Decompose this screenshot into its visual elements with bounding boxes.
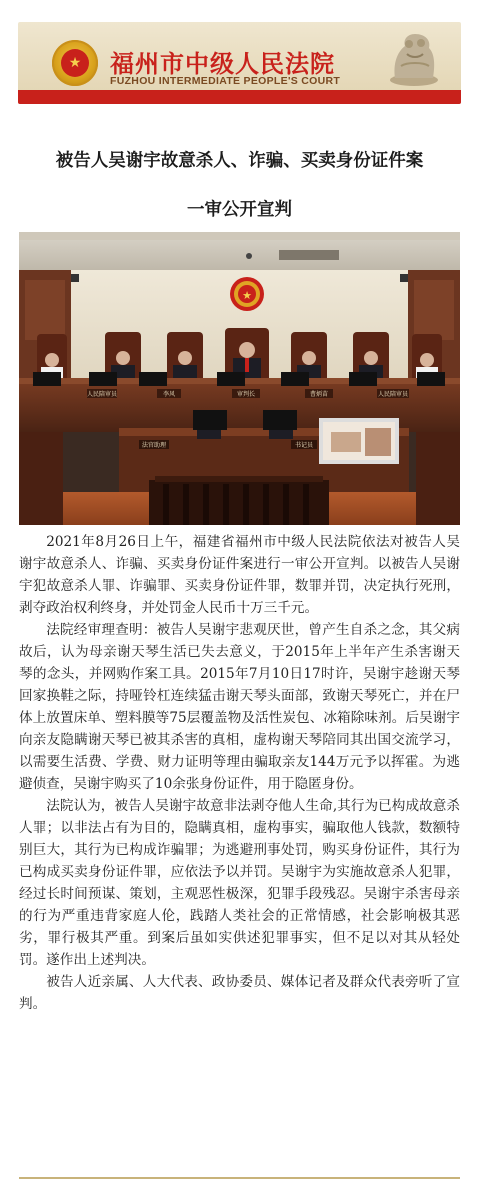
paragraph-attendance: 被告人近亲属、人大代表、政协委员、媒体记者及群众代表旁听了宣判。 <box>19 974 460 1012</box>
header-banner <box>18 22 461 104</box>
article-title-line1: 被告人吴谢宇故意杀人、诈骗、买卖身份证件案 <box>55 151 424 171</box>
stone-lion-icon <box>383 26 445 88</box>
nameplate-juror-right: 人民陪审员 <box>377 391 409 398</box>
bottom-rule <box>19 1177 460 1179</box>
article-body <box>19 531 460 1015</box>
nameplate-judge-right: 曹炳苗 <box>309 391 329 398</box>
court-name: 福州市中级人民法院 <box>110 50 335 78</box>
court-emblem-icon: ★ <box>52 40 98 86</box>
court-name-english: FUZHOU INTERMEDIATE PEOPLE'S COURT <box>110 75 341 87</box>
nameplate-presiding: 审判长 <box>236 391 256 398</box>
nameplate-juror-left: 人民陪审员 <box>86 391 118 398</box>
nameplate-assistant: 法官助理 <box>141 442 167 449</box>
courtroom-scene <box>19 232 460 525</box>
nameplate-clerk: 书记员 <box>294 442 314 449</box>
nameplate-judge-left: 李风 <box>162 391 176 398</box>
svg-text:★: ★ <box>242 289 252 302</box>
paragraph-verdict: 2021年8月26日上午，福建省福州市中级人民法院依法对被告人吴谢宇故意杀人、诈骗、买卖身份证件案进行一审公开宣判。以被告人吴谢宇犯故意杀人罪、诈骗罪、买卖身份证件罪，数罪并罚，决定执行死刑，剥夺政治权利终身，并处罚金人民币十万三千元。 <box>19 534 460 616</box>
paragraph-court-opinion: 法院认为，被告人吴谢宇故意非法剥夺他人生命,其行为已构成故意杀人罪；以非法占有为目的，隐瞒真相，虚构事实，骗取他人钱款，数额特别巨大，其行为已构成诈骗罪；为逃避刑事处罚，购买身份证件，其行为已构成买卖身份证件罪，应依法予以并罚。吴谢宇为实施故意杀人犯罪，经过长时间预谋、策划，主观恶性极深，犯罪手段残忍。吴谢宇杀害母亲的行为严重违背家庭人伦，践踏人类社会的正常情感，社会影响极其恶劣，罪行极其严重。到案后虽如实供述犯罪事实，但不足以对其从轻处罚。遂作出上述判决。 <box>19 798 460 968</box>
banner-red-bar <box>18 90 461 104</box>
paragraph-facts: 法院经审理查明：被告人吴谢宇悲观厌世，曾产生自杀之念，其父病故后，认为母亲谢天琴生活已失去意义，于2015年上半年产生杀害谢天琴的念头，并网购作案工具。2015年7月10日17时许，吴谢宇趁谢天琴回家换鞋之际，持哑铃杠连续猛击谢天琴头面部，致谢天琴死亡，并在尸体上放置床单、塑料膜等75层覆盖物及活性炭包、冰箱除味剂。后吴谢宇向亲友隐瞒谢天琴已被其杀害的真相，虚构谢天琴陪同其出国交流学习，以需要生活费、学费、财力证明等理由骗取亲友144万元予以挥霍。为逃避侦查，吴谢宇购买了10余张身份证件，用于隐匿身份。 <box>19 622 460 792</box>
courtroom-photo <box>19 232 460 525</box>
article-title-line2: 一审公开宣判 <box>187 200 292 220</box>
